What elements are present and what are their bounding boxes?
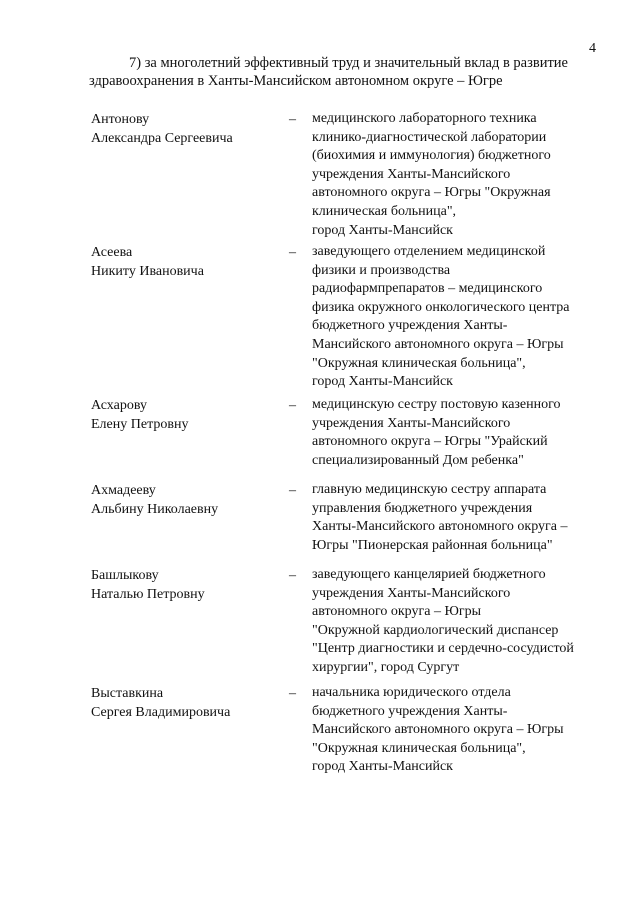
recipient-name xyxy=(91,566,281,604)
recipient-position xyxy=(312,684,612,777)
position-line: автономного округа – Югры "Окружная xyxy=(312,185,551,201)
recipient-position xyxy=(312,243,612,392)
position-line: "Окружной кардиологический диспансер xyxy=(312,622,559,638)
position-line: медицинского лабораторного техника xyxy=(312,111,537,126)
recipient-surname: Асхарову xyxy=(91,398,147,413)
recipient-name xyxy=(91,481,281,519)
position-line: автономного округа – Югры "Урайский xyxy=(312,434,548,450)
recipient-surname: Выставкина xyxy=(91,686,164,701)
recipient-position xyxy=(312,396,612,470)
intro-line-2: здравоохранения в Ханты-Мансийском автономном округе – Югре xyxy=(89,73,503,89)
recipient-name xyxy=(91,396,281,434)
position-line: Мансийского автономного округа – Югры xyxy=(312,336,564,352)
position-line: клинико-диагностической лаборатории xyxy=(312,129,547,145)
position-line: автономного округа – Югры xyxy=(312,604,481,620)
recipient-given-names: Сергея Владимировича xyxy=(91,705,231,720)
recipient-position xyxy=(312,566,612,678)
position-line: учреждения Ханты-Мансийского xyxy=(312,166,511,182)
position-line: медицинскую сестру постовую казенного xyxy=(312,397,561,412)
recipient-surname: Башлыкову xyxy=(91,568,159,583)
position-line: (биохимия и иммунология) бюджетного xyxy=(312,148,551,164)
position-line: начальника юридического отдела xyxy=(312,685,511,700)
entry-dash: – xyxy=(289,112,296,127)
recipient-given-names: Александра Сергеевича xyxy=(91,131,233,146)
position-line: "Окружная клиническая больница", xyxy=(312,355,526,371)
recipient-given-names: Никиту Ивановича xyxy=(91,264,204,279)
position-line: город Ханты-Мансийск xyxy=(312,374,453,390)
position-line: хирургии", город Сургут xyxy=(312,659,460,675)
recipient-surname: Ахмадееву xyxy=(91,483,156,498)
position-line: клиническая больница", xyxy=(312,203,457,219)
position-line: физика окружного онкологического центра xyxy=(312,299,570,315)
award-intro-paragraph xyxy=(89,54,609,90)
position-line: заведующего отделением медицинской xyxy=(312,244,546,259)
recipient-name xyxy=(91,110,281,148)
recipient-position xyxy=(312,110,612,240)
entry-dash: – xyxy=(289,568,296,583)
entry-dash: – xyxy=(289,483,296,498)
position-line: "Окружная клиническая больница", xyxy=(312,740,526,756)
recipient-given-names: Альбину Николаевну xyxy=(91,502,219,517)
position-line: радиофармпрепаратов – медицинского xyxy=(312,281,543,297)
position-line: заведующего канцелярией бюджетного xyxy=(312,567,546,582)
recipient-surname: Асеева xyxy=(91,245,133,260)
position-line: специализированный Дом ребенка" xyxy=(312,452,524,468)
recipient-position xyxy=(312,481,612,555)
position-line: управления бюджетного учреждения xyxy=(312,500,533,516)
entry-dash: – xyxy=(289,686,296,701)
position-line: Мансийского автономного округа – Югры xyxy=(312,722,564,738)
position-line: бюджетного учреждения Ханты- xyxy=(312,318,508,334)
position-line: главную медицинскую сестру аппарата xyxy=(312,482,547,497)
position-line: город Ханты-Мансийск xyxy=(312,222,453,238)
recipient-given-names: Елену Петровну xyxy=(91,417,189,432)
position-line: физики и производства xyxy=(312,262,451,278)
position-line: город Ханты-Мансийск xyxy=(312,759,453,775)
entry-dash: – xyxy=(289,245,296,260)
entry-dash: – xyxy=(289,398,296,413)
position-line: "Центр диагностики и сердечно-сосудистой xyxy=(312,641,574,657)
recipient-surname: Антонову xyxy=(91,112,150,127)
position-line: Ханты-Мансийского автономного округа – xyxy=(312,519,568,535)
recipient-name xyxy=(91,243,281,281)
position-line: учреждения Ханты-Мансийского xyxy=(312,585,511,601)
recipient-given-names: Наталью Петровну xyxy=(91,587,205,602)
position-line: бюджетного учреждения Ханты- xyxy=(312,703,508,719)
recipient-name xyxy=(91,684,281,722)
position-line: Югры "Пионерская районная больница" xyxy=(312,537,553,553)
intro-line-1: 7) за многолетний эффективный труд и значительный вклад в развитие xyxy=(129,55,568,71)
page-number: 4 xyxy=(589,41,596,56)
position-line: учреждения Ханты-Мансийского xyxy=(312,415,511,431)
